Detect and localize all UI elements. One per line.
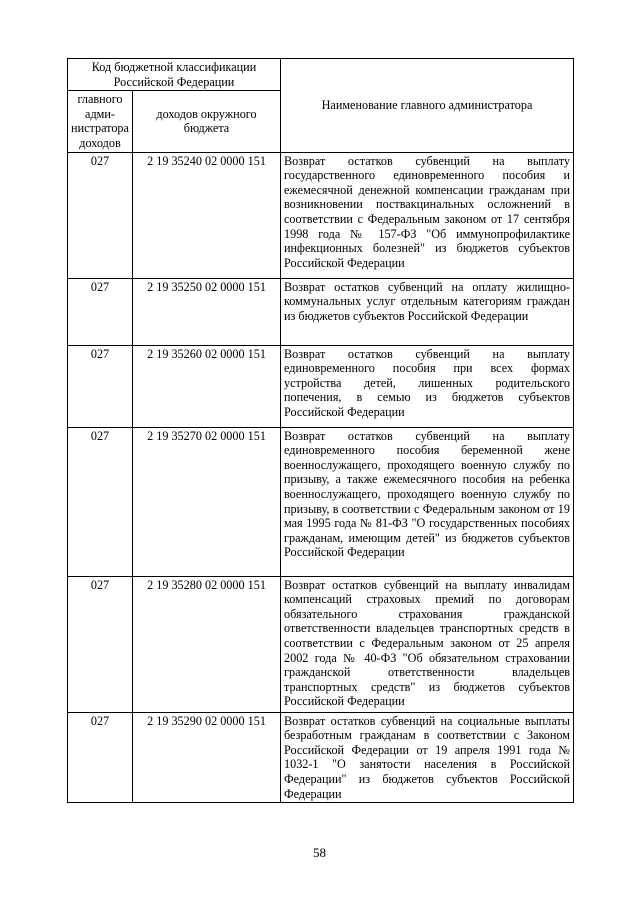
admin-code-cell: 027 bbox=[68, 278, 133, 345]
income-code-cell: 2 19 35260 02 0000 151 bbox=[133, 345, 281, 427]
administrator-name-cell: Возврат остатков субвенций на оплату жилищно-коммунальных услуг отдельным категориям граждан из бюджетов субъектов Российской Федерации bbox=[281, 278, 574, 345]
header-administrator-name: Наименование главного администратора bbox=[281, 59, 574, 153]
admin-code-cell: 027 bbox=[68, 427, 133, 576]
header-budget-classification-code: Код бюджетной классификации Российской Федерации bbox=[68, 59, 281, 91]
header-district-budget-income: доходов окружного бюджета bbox=[133, 91, 281, 152]
administrator-name-cell: Возврат остатков субвенций на выплату единовременного пособия беременной жене военнослужащего, проходящего военную службу по призыву, а также ежемесячного пособия на ребенка военнослужащего, проходящего военную службу по призыву, в соответствии с Федеральным законом от 19 мая 1995 года № 81-ФЗ "О государственных пособиях гражданам, имеющим детей" из бюджетов субъектов Российской Федерации bbox=[281, 427, 574, 576]
admin-code-cell: 027 bbox=[68, 576, 133, 712]
income-code-cell: 2 19 35250 02 0000 151 bbox=[133, 278, 281, 345]
budget-classification-table bbox=[67, 58, 574, 803]
income-code-cell: 2 19 35240 02 0000 151 bbox=[133, 152, 281, 278]
page-number: 58 bbox=[313, 845, 326, 860]
administrator-name-cell: Возврат остатков субвенций на социальные выплаты безработным гражданам в соответствии с Законом Российской Федерации от 19 апреля 1991 года № 1032-1 "О занятости населения в Российской Федерации" из бюджетов субъектов Российской Федерации bbox=[281, 712, 574, 803]
table-row bbox=[68, 152, 574, 278]
admin-code-cell: 027 bbox=[68, 345, 133, 427]
admin-code-cell: 027 bbox=[68, 152, 133, 278]
income-code-cell: 2 19 35290 02 0000 151 bbox=[133, 712, 281, 803]
table-row bbox=[68, 345, 574, 427]
income-code-cell: 2 19 35280 02 0000 151 bbox=[133, 576, 281, 712]
header-main-administrator: главного адми-нистратора доходов bbox=[68, 91, 133, 152]
table-header-row-1 bbox=[68, 59, 574, 91]
income-code-cell: 2 19 35270 02 0000 151 bbox=[133, 427, 281, 576]
table-row bbox=[68, 427, 574, 576]
administrator-name-cell: Возврат остатков субвенций на выплату государственного единовременного пособия и ежемесячной денежной компенсации гражданам при возникновении поствакцинальных осложнений в соответствии с Федеральным законом от 17 сентября 1998 года № 157-ФЗ "Об иммунопрофилактике инфекционных болезней" из бюджетов субъектов Российской Федерации bbox=[281, 152, 574, 278]
administrator-name-cell: Возврат остатков субвенций на выплату единовременного пособия при всех формах устройства детей, лишенных родительского попечения, в семью из бюджетов субъектов Российской Федерации bbox=[281, 345, 574, 427]
administrator-name-cell: Возврат остатков субвенций на выплату инвалидам компенсаций страховых премий по договорам обязательного страхования гражданской ответственности владельцев транспортных средств в соответствии с Федеральным законом от 25 апреля 2002 года № 40-ФЗ "Об обязательном страховании гражданской ответственности владельцев транспортных средств" из бюджетов субъектов Российской Федерации bbox=[281, 576, 574, 712]
table-row bbox=[68, 278, 574, 345]
admin-code-cell: 027 bbox=[68, 712, 133, 803]
table-row bbox=[68, 712, 574, 803]
table-row bbox=[68, 576, 574, 712]
